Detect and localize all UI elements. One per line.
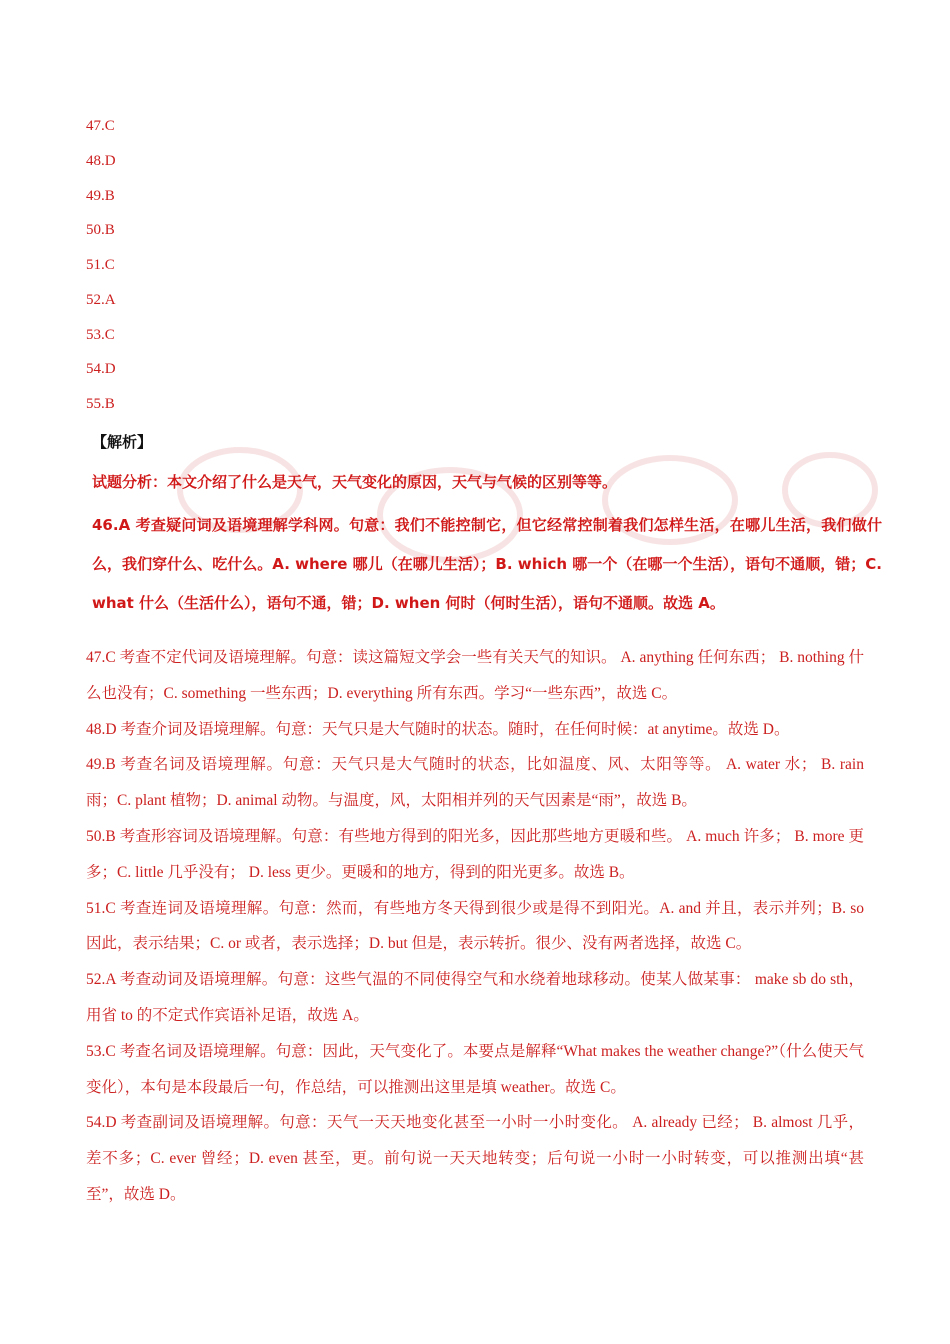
answer-key-list <box>86 116 116 429</box>
explanation-item: 54.D 考查副词及语境理解。句意：天气一天天地变化甚至一小时一小时变化。 A. already 已经； B. almost 几乎，差不多；C. ever 曾经；D. even 甚至，更。前句说一天天地转变；后句说一小时一小时转变，可以推测出填“甚至”，故选 D。 <box>86 1114 864 1203</box>
answer-item: 52.A <box>86 291 116 308</box>
explanation-item: 49.B 考查名词及语境理解。句意：天气只是大气随时的状态，比如温度、风、太阳等等。 A. water 水； B. rain 雨；C. plant 植物；D. animal 动物。与温度，风，太阳相并列的天气因素是“雨”，故选 B。 <box>86 756 864 810</box>
answer-item: 53.C <box>86 326 115 343</box>
answer-item: 50.B <box>86 222 115 239</box>
answer-item: 49.B <box>86 187 115 204</box>
answer-item: 48.D <box>86 152 116 169</box>
answer-item: 54.D <box>86 361 116 378</box>
explanation-item: 48.D 考查介词及语境理解。句意：天气只是大气随时的状态。随时，在任何时候：at anytime。故选 D。 <box>86 720 790 738</box>
analysis-heading: 【解析】 <box>92 433 153 451</box>
answer-item: 51.C <box>86 257 115 273</box>
explanation-item: 47.C 考查不定代词及语境理解。句意：读这篇短文学会一些有关天气的知识。 A. anything 任何东西； B. nothing 什么也没有；C. something 一些东西；D. everything 所有东西。学习“一些东西”，故选 C。 <box>86 649 864 702</box>
analysis-summary: 试题分析：本文介绍了什么是天气，天气变化的原因，天气与气候的区别等等。 <box>92 473 618 491</box>
answer-item: 47.C <box>86 118 115 134</box>
analysis-block <box>92 470 882 623</box>
explanation-list <box>86 640 864 1213</box>
explanation-item: 52.A 考查动词及语境理解。句意：这些气温的不同使得空气和水绕着地球移动。使某人做某事： make sb do sth，用省 to 的不定式作宾语补足语，故选 A。 <box>86 971 864 1024</box>
explanation-item: 51.C 考查连词及语境理解。句意：然而，有些地方冬天得到很少或是得不到阳光。A. and 并且，表示并列；B. so 因此，表示结果；C. or 或者，表示选择；D. but 但是，表示转折。很少、没有两者选择，故选 C。 <box>86 899 864 953</box>
explanation-item: 53.C 考查名词及语境理解。句意：因此，天气变化了。本要点是解释“What makes the weather change?”（什么使天气变化），本句是本段最后一句，作总结，可以推测出这里是填 weather。故选 C。 <box>86 1042 864 1096</box>
explanation-item: 50.B 考查形容词及语境理解。句意：有些地方得到的阳光多，因此那些地方更暖和些。 A. much 许多； B. more 更多；C. little 几乎没有； D. less 更少。更暖和的地方，得到的阳光更多。故选 B。 <box>86 827 864 881</box>
analysis-item-46: 46.A 考查疑问词及语境理解学科网。句意：我们不能控制它，但它经常控制着我们怎样生活，在哪儿生活，我们做什么，我们穿什么、吃什么。A. where 哪儿（在哪儿生活）；B. which 哪一个（在哪一个生活），语句不通顺，错；C. what 什么（生活什么），语句不通，错；D. when 何时（何时生活），语句不通顺。故选 A。 <box>92 516 882 612</box>
answer-item: 55.B <box>86 396 115 412</box>
